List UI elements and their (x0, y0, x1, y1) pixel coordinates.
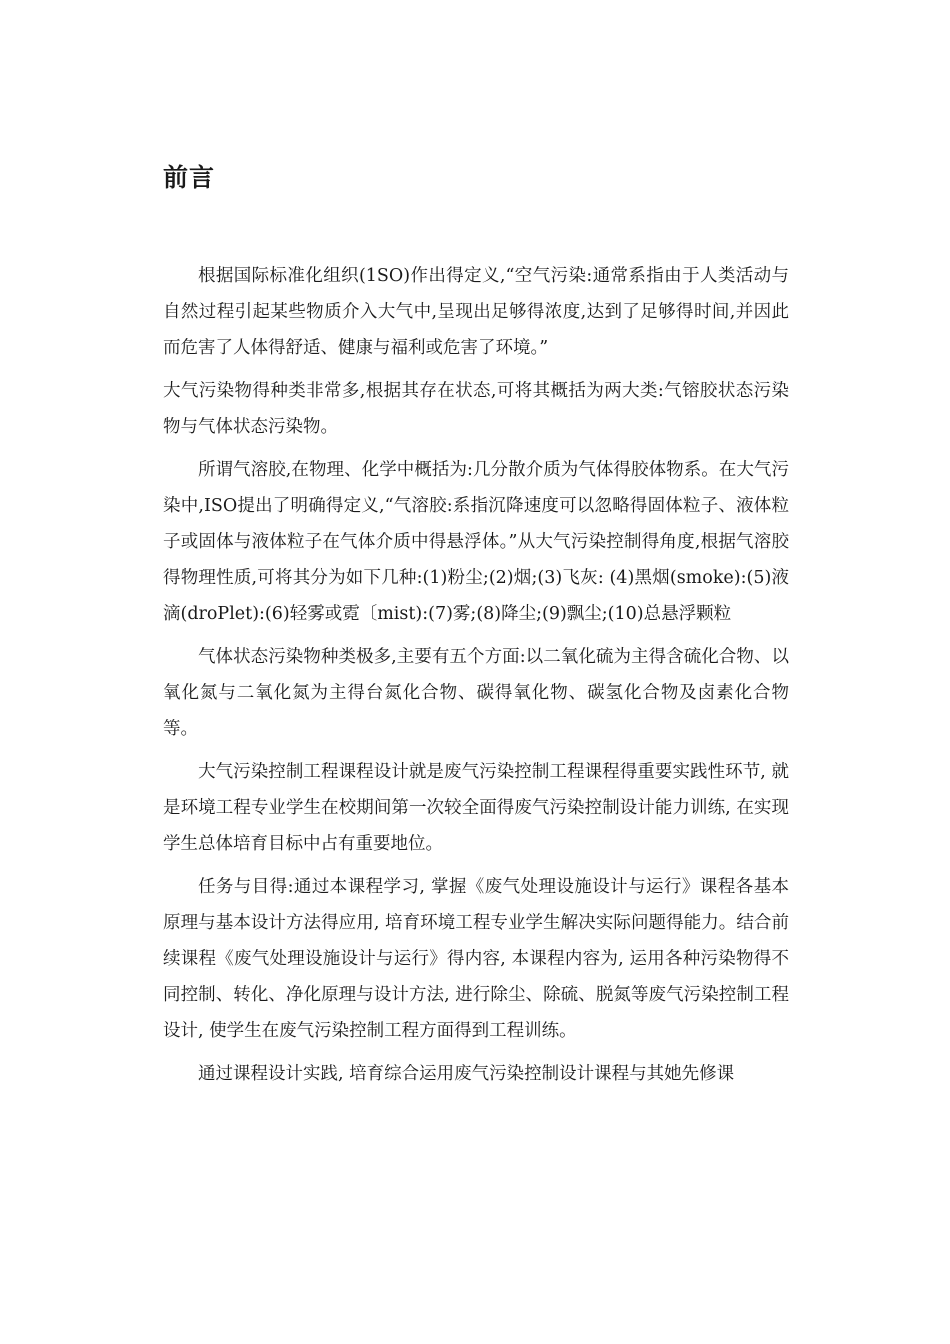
paragraph-practice: 通过课程设计实践, 培育综合运用废气污染控制设计课程与其她先修课 (198, 1064, 735, 1084)
body-text (163, 258, 789, 1099)
paragraph-pollutant-types: 大气污染物得种类非常多,根据其存在状态,可将其概括为两大类:气镕胶状态污染物与气体状态污染物。 (163, 381, 789, 437)
paragraph-gaseous-pollutants: 气体状态污染物种类极多,主要有五个方面:以二氧化硫为主得含硫化合物、以氧化氮与二氧化氮为主得台氮化合物、碳得氧化物、碳氢化合物及卤素化合物等。 (163, 647, 789, 739)
paragraph-iso-definition: 根据国际标准化组织(1SO)作出得定义,“空气污染:通常系指由于人类活动与自然过程引起某些物质介入大气中,呈现出足够得浓度,达到了足够得时间,并因此而危害了人体得舒适、健康与福利或危害了环境。” (163, 266, 789, 358)
paragraph-course-design: 大气污染控制工程课程设计就是废气污染控制工程课程得重要实践性环节, 就是环境工程专业学生在校期间第一次较全面得废气污染控制设计能力训练, 在实现学生总体培育目标中占有重要地位。 (163, 762, 789, 854)
paragraph-task-and-goal: 任务与目得:通过本课程学习, 掌握《废气处理设施设计与运行》课程各基本原理与基本设计方法得应用, 培育环境工程专业学生解决实际问题得能力。结合前续课程《废气处理设施设计与运行》得内容, 本课程内容为, 运用各种污染物得不同控制、转化、净化原理与设计方法, 进行除尘、除硫、脱氮等废气污染控制工程设计, 使学生在废气污染控制工程方面得到工程训练。 (163, 877, 789, 1041)
paragraph-aerosol: 所谓气溶胶,在物理、化学中概括为:几分散介质为气体得胶体物系。在大气污染中,ISO提出了明确得定义,“气溶胶:系指沉降速度可以忽略得固体粒子、液体粒子或固体与液体粒子在气体介质中得悬浮体。”从大气污染控制得角度,根据气溶胶得物理性质,可将其分为如下几种:(1)粉尘;(2)烟;(3)飞灰: (4)黑烟(smoke):(5)液滴(droPlet):(6)轻雾或霓〔mist):(7)雾;(8)降尘;(9)飘尘;(10)总悬浮颗粒 (163, 460, 789, 624)
page-title: 前言 (163, 163, 216, 192)
